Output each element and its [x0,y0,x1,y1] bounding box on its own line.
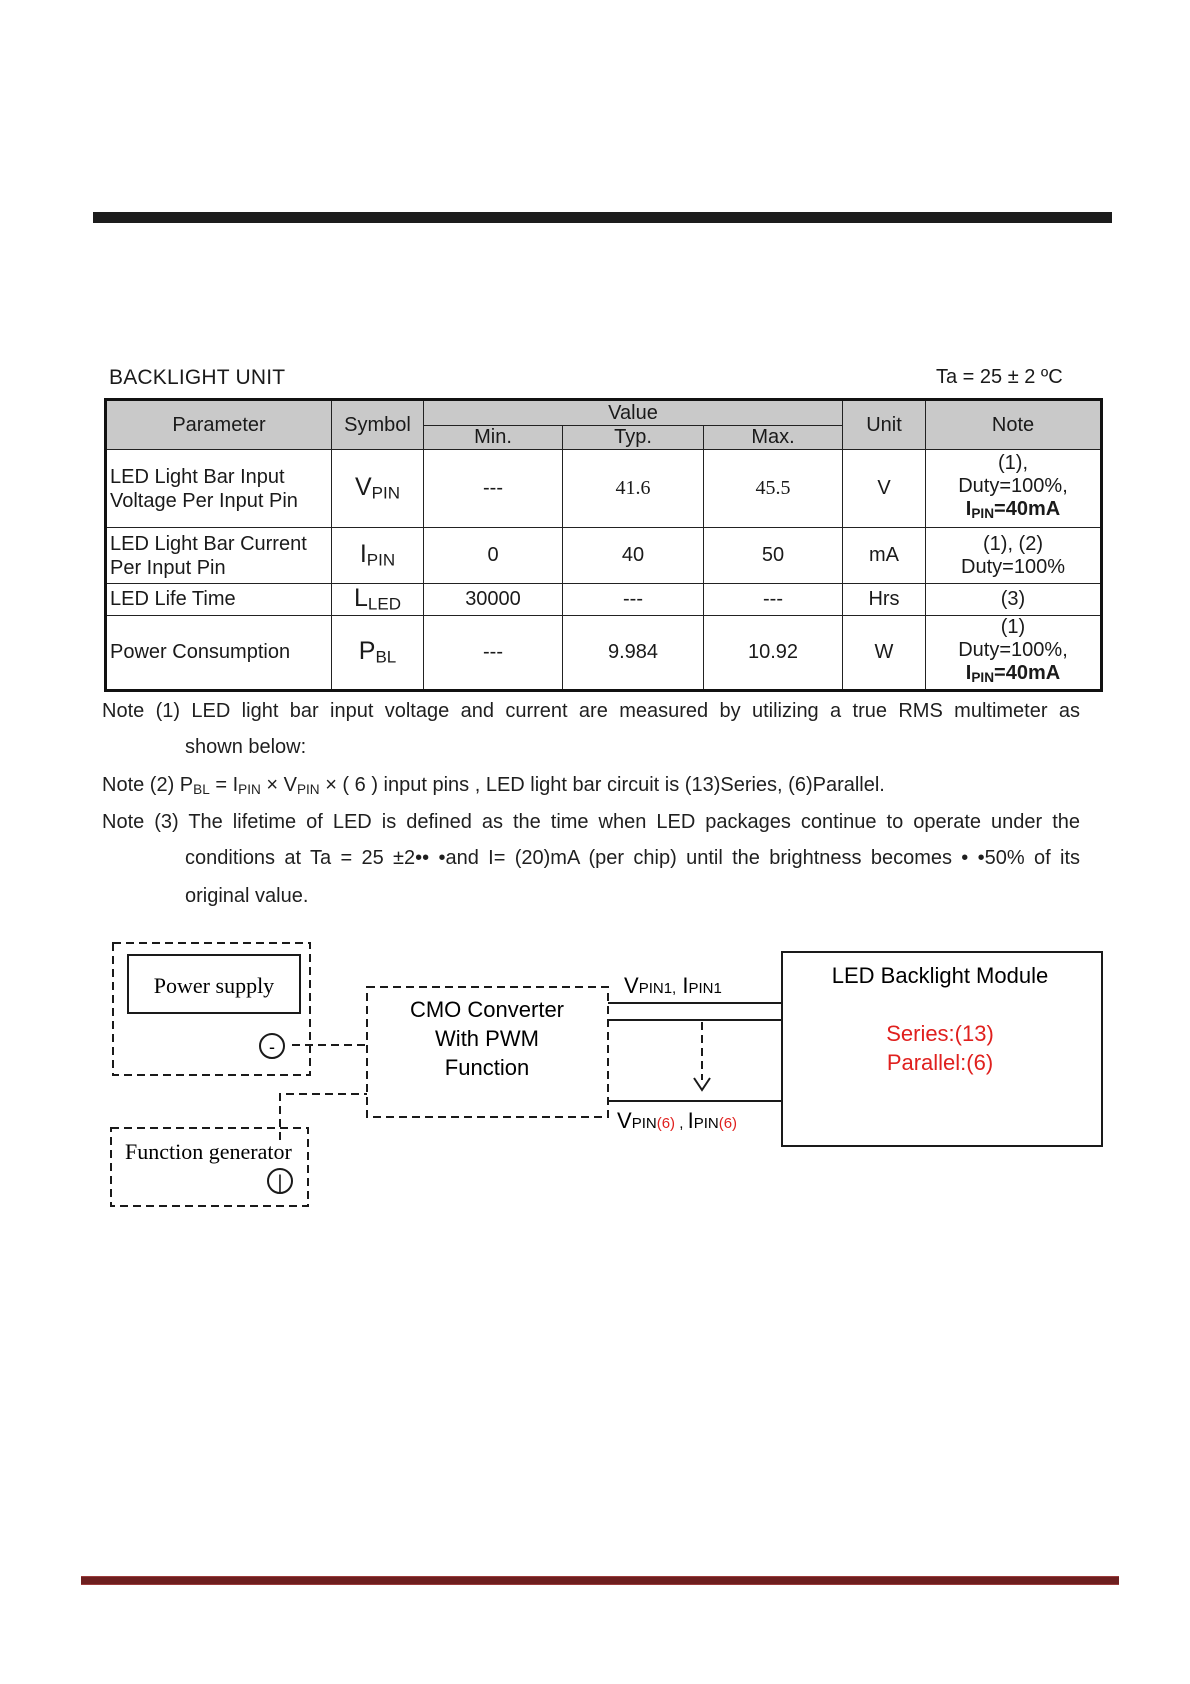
power-supply-label: Power supply [153,973,275,998]
typ-cell: 41.6 [563,450,704,528]
function-generator-label: Function generator [125,1139,292,1164]
note-cell: (1), Duty=100%, $I_{PIN}=40mA$ [926,450,1102,528]
footer-rule [81,1576,1119,1585]
symbol-cell: $L_{LED}$ [332,584,424,616]
min-cell: --- [424,450,563,528]
note-2: Note (2) $P_{BL} = I_{PIN} \times V_{PIN}$ × ( 6 ) input pins , LED light bar circuit is (13)Series, (6)Parallel. [102,774,885,797]
converter-label-1: CMO Converter [409,997,565,1022]
symbol-cell: $I_{PIN}$ [332,528,424,584]
minus-symbol: - [269,1037,275,1057]
note-3-line-1: Note (3) The lifetime of LED is defined as the time when LED packages continue to operate under the [102,811,1080,833]
function-generator-dashed-box [111,1128,308,1206]
max-cell: 10.92 [704,615,843,690]
converter-label-2: With PWM [435,1026,539,1051]
backlight-spec-table [104,398,1103,692]
plus-symbol: | [277,1172,283,1192]
generator-wire [280,1094,367,1140]
parameter-cell: Power Consumption [106,615,332,690]
note-1-line-1: Note (1) LED light bar input voltage and current are measured by utilizing a true RMS multimeter as [102,700,1080,722]
unit-cell: W [843,615,926,690]
unit-cell: Hrs [843,584,926,616]
table-row [106,584,1102,616]
module-title: LED Backlight Module [831,963,1049,988]
led-module-box [782,952,1102,1146]
typ-cell: 40 [563,528,704,584]
table-row [106,615,1102,690]
min-cell: 30000 [424,584,563,616]
table-row [106,450,1102,528]
measure-arrow-head [694,1078,710,1090]
table-row [106,528,1102,584]
parameter-cell: LED Life Time [106,584,332,616]
series-label: Series:(13) [886,1021,994,1046]
note-cell: (3) [926,584,1102,616]
plus-terminal [268,1169,292,1193]
converter-dashed-box [367,987,608,1117]
header-max: Max. [704,426,843,450]
parameter-cell: LED Light Bar Current Per Input Pin [106,528,332,584]
note-cell: (1), (2) Duty=100% [926,528,1102,584]
note-1-line-2: shown below: [185,736,307,758]
parameter-cell: LED Light Bar Input Voltage Per Input Pin [106,450,332,528]
section-title: BACKLIGHT UNIT [109,366,286,389]
unit-cell: mA [843,528,926,584]
bottom-wire-label: VPIN(6) , IPIN(6) [617,1108,738,1133]
max-cell: --- [704,584,843,616]
header-parameter: Parameter [106,400,332,450]
converter-label-3: Function [444,1055,530,1080]
note-cell: (1) Duty=100%, $I_{PIN}=40mA$ [926,615,1102,690]
header-symbol: Symbol [332,400,424,450]
power-supply-box [128,955,300,1013]
header-value: Value [424,400,843,426]
symbol-cell: $V_{PIN}$ [332,450,424,528]
typ-cell: 9.984 [563,615,704,690]
top-wire-label: VPIN1, IPIN1 [624,973,722,998]
header-typ: Typ. [563,426,704,450]
min-cell: 0 [424,528,563,584]
power-supply-dashed-box [113,943,310,1075]
symbol-cell: $P_{BL}$ [332,615,424,690]
minus-terminal [260,1034,284,1058]
header-rule [93,212,1112,223]
max-cell: 50 [704,528,843,584]
header-note: Note [926,400,1102,450]
header-min: Min. [424,426,563,450]
parallel-label: Parallel:(6) [886,1050,994,1075]
min-cell: --- [424,615,563,690]
max-cell: 45.5 [704,450,843,528]
typ-cell: --- [563,584,704,616]
header-unit: Unit [843,400,926,450]
note-3-line-3: original value. [185,885,309,907]
note-3-line-2: conditions at Ta = 25 ±2•• •and I= (20)mA (per chip) until the brightness becomes • •50% of its [185,847,1080,869]
unit-cell: V [843,450,926,528]
ambient-temperature: Ta = 25 ± 2 ºC [936,366,1063,388]
